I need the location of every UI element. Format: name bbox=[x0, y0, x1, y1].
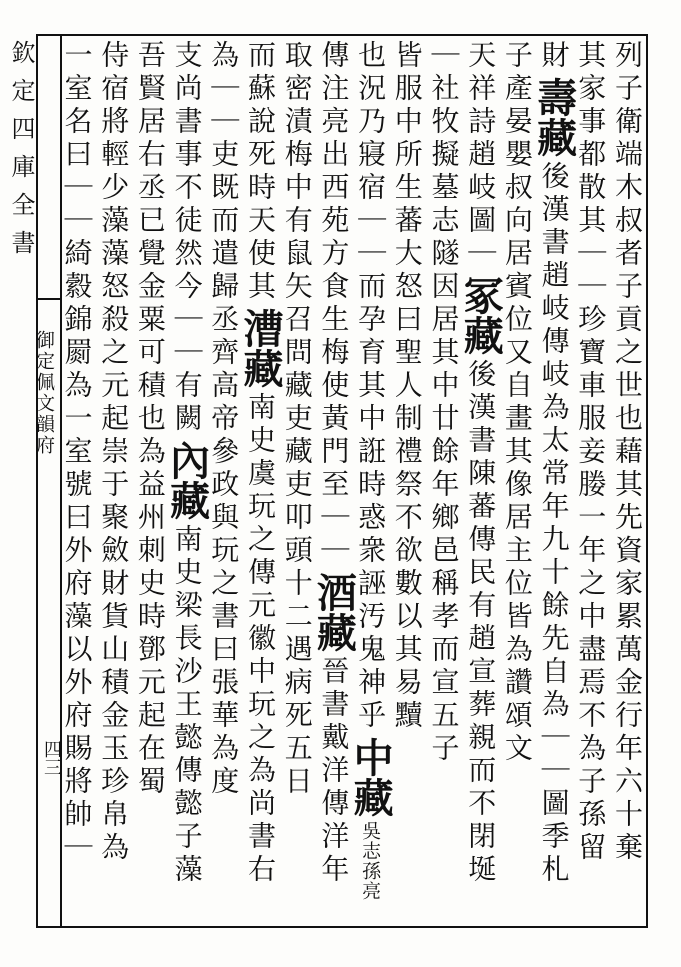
text-column bbox=[278, 40, 316, 920]
text-column bbox=[163, 40, 211, 920]
text-column bbox=[94, 40, 132, 920]
bottom-border bbox=[36, 926, 648, 928]
text-segment: 財 bbox=[537, 40, 571, 73]
text-segment: 取密漬梅中有鼠矢召問藏吏藏吏叩頭 bbox=[280, 40, 314, 568]
page-number: 四三 bbox=[41, 740, 62, 776]
heading-term: 中藏 bbox=[347, 737, 395, 817]
heading-term: 漕藏 bbox=[237, 308, 284, 388]
text-segment: 子產晏嬰叔向居賓位又自畫其像居主位皆為讚頌文 bbox=[500, 40, 534, 766]
text-column bbox=[457, 40, 505, 920]
text-segment: 支尚書事不徒然今｜｜有闕 bbox=[170, 40, 204, 436]
text-segment: 南史虞玩之傳元徽中玩之為尚書右 bbox=[244, 392, 277, 887]
text-segment: 後漢書陳蕃傳民有趙宣葬親而不閉埏 bbox=[464, 359, 498, 887]
text-segment: 十二遇病死五日 bbox=[280, 568, 314, 799]
text-segment: 為益州刺史時鄧元起在蜀 bbox=[133, 436, 167, 799]
text-segment: 隧因居其中廿餘年鄉邑稱孝而宣五子 bbox=[427, 238, 461, 766]
text-segment: ｜社牧擬墓志 bbox=[427, 40, 461, 238]
text-column bbox=[608, 40, 646, 920]
text-column bbox=[571, 40, 609, 920]
text-segment: 其家事都散其｜｜珍寶車服妾媵一年之中盡焉不為子孫留 bbox=[574, 40, 608, 865]
heading-term: 內藏 bbox=[163, 440, 211, 520]
text-column bbox=[131, 40, 169, 920]
text-column bbox=[498, 40, 536, 920]
text-segment: 一室名曰｜｜綺縠錦罽為一室號曰外府藻以外府賜將帥｜ bbox=[60, 40, 94, 865]
text-segment: 傳注亮出西苑方食生梅使黃門至｜｜ bbox=[317, 40, 351, 568]
text-segment: 丞齊高帝參政與玩之書曰張華為度 bbox=[207, 304, 241, 799]
text-segment: 天祥詩趙岐圖｜ bbox=[464, 40, 498, 271]
text-segment: 列子衛端木叔者子貢之世也藉其先資家累萬金行年六十棄 bbox=[611, 40, 644, 865]
heading-term: 壽藏 bbox=[530, 77, 578, 157]
text-segment: 侍宿將輕少藻藻怒殺之元起崇于聚斂財貨山積金玉珍帛為 bbox=[97, 40, 131, 865]
text-column bbox=[347, 40, 395, 920]
right-border bbox=[646, 34, 648, 928]
text-segment: 皆服中所生蕃大怒曰聖人制禮祭不欲數以其易黷 bbox=[390, 40, 424, 733]
top-border bbox=[36, 34, 648, 36]
text-segment: 而蘇說死時天使其 bbox=[244, 40, 277, 304]
text-column bbox=[58, 40, 96, 920]
text-segment: 吾賢居右丞已覺金粟可積也 bbox=[133, 40, 167, 436]
text-segment: 吳志孫亮 bbox=[359, 821, 382, 901]
text-column bbox=[425, 40, 463, 920]
book-title: 御定佩文韻府 bbox=[33, 330, 55, 456]
heading-term: 酒藏 bbox=[310, 572, 358, 652]
heading-term: 冢藏 bbox=[457, 275, 505, 355]
text-segment: 晉書戴洋傳洋年 bbox=[317, 656, 351, 887]
text-column bbox=[530, 40, 578, 920]
text-segment: 也況乃寢宿｜｜而孕育其中誑時惑衆誣汚鬼神乎 bbox=[354, 40, 388, 733]
text-segment: 後漢書趙岐傳岐為太常年九十餘先自為｜｜圖季札 bbox=[537, 161, 571, 887]
text-segment: 為｜｜吏既而遣歸 bbox=[207, 40, 241, 304]
text-column bbox=[310, 40, 358, 920]
text-column bbox=[237, 40, 284, 920]
text-segment: 南史梁長沙王懿傳懿子藻 bbox=[170, 524, 204, 887]
book-series-title: 欽定四庫全書 bbox=[7, 40, 35, 268]
